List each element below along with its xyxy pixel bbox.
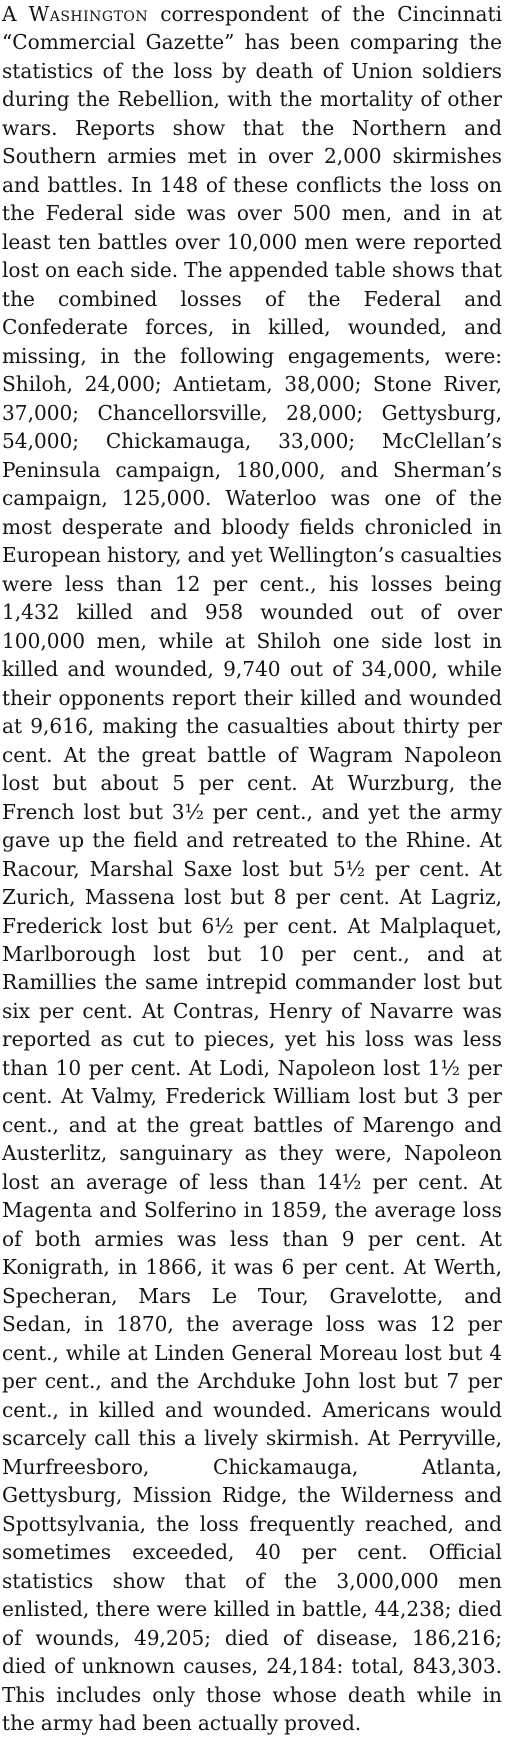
article-paragraph [2, 0, 502, 1738]
article-body-text: correspondent of the Cincinnati “Commercial Gazette” has been comparing the statistics of the loss by death of Union soldiers during the Rebellion, with the mortality of other wars. Reports show that the Northern and Southern armies met in over 2,000 skirmishes and battles. In 148 of these conflicts the loss on the Federal side was over 500 men, and in at least ten battles over 10,000 men were reported lost on each side. The appended table shows that the combined losses of the Federal and Confederate forces, in killed, wounded, and missing, in the following engagements, were: Shiloh, 24,000; Antietam, 38,000; Stone River, 37,000; Chancellorsville, 28,000; Gettysburg, 54,000; Chickamauga, 33,000; McClellan’s Peninsula campaign, 180,000, and Sherman’s campaign, 125,000. Waterloo was one of the most desperate and bloody fields chronicled in European history, and yet Wellington’s casualties were less than 12 per cent., his losses being 1,432 killed and 958 wounded out of over 100,000 men, while at Shiloh one side lost in killed and wounded, 9,740 out of 34,000, while their opponents report their killed and wounded at 9,616, making the casualties about thirty per cent. At the great battle of Wagram Napoleon lost but about 5 per cent. At Wurzburg, the French lost but 3½ per cent., and yet the army gave up the field and retreated to the Rhine. At Racour, Marshal Saxe lost but 5½ per cent. At Zurich, Massena lost but 8 per cent. At Lagriz, Frederick lost but 6½ per cent. At Malplaquet, Marlborough lost but 10 per cent., and at Ramillies the same intrepid commander lost but six per cent. At Contras, Henry of Navarre was reported as cut to pieces, yet his loss was less than 10 per cent. At Lodi, Napoleon lost 1½ per cent. At Valmy, Frederick William lost but 3 per cent., and at the great battles of Marengo and Austerlitz, sanguinary as they were, Napoleon lost an average of less than 14½ per cent. At Magenta and Solferino in 1859, the average loss of both armies was less than 9 per cent. At Konigrath, in 1866, it was 6 per cent. At Werth, Specheran, Mars Le Tour, Gravelotte, and Sedan, in 1870, the average loss was 12 per cent., while at Linden General Moreau lost but 4 per cent., and the Archduke John lost but 7 per cent., in killed and wounded. Americans would scarcely call this a lively skirmish. At Perryville, Murfreesboro, Chickamauga, Atlanta, Gettysburg, Mission Ridge, the Wilderness and Spottsylvania, the loss frequently reached, and sometimes exceeded, 40 per cent. Official statistics show that of the 3,000,000 men enlisted, there were killed in battle, 44,238; died of wounds, 49,205; died of disease, 186,216; died of unknown causes, 24,184: total, 843,303. This includes only those whose death while in the army had been actually proved. [2, 2, 502, 1736]
lead-initial: A [2, 2, 17, 26]
lead-smallcaps-word: Washington [28, 2, 149, 26]
